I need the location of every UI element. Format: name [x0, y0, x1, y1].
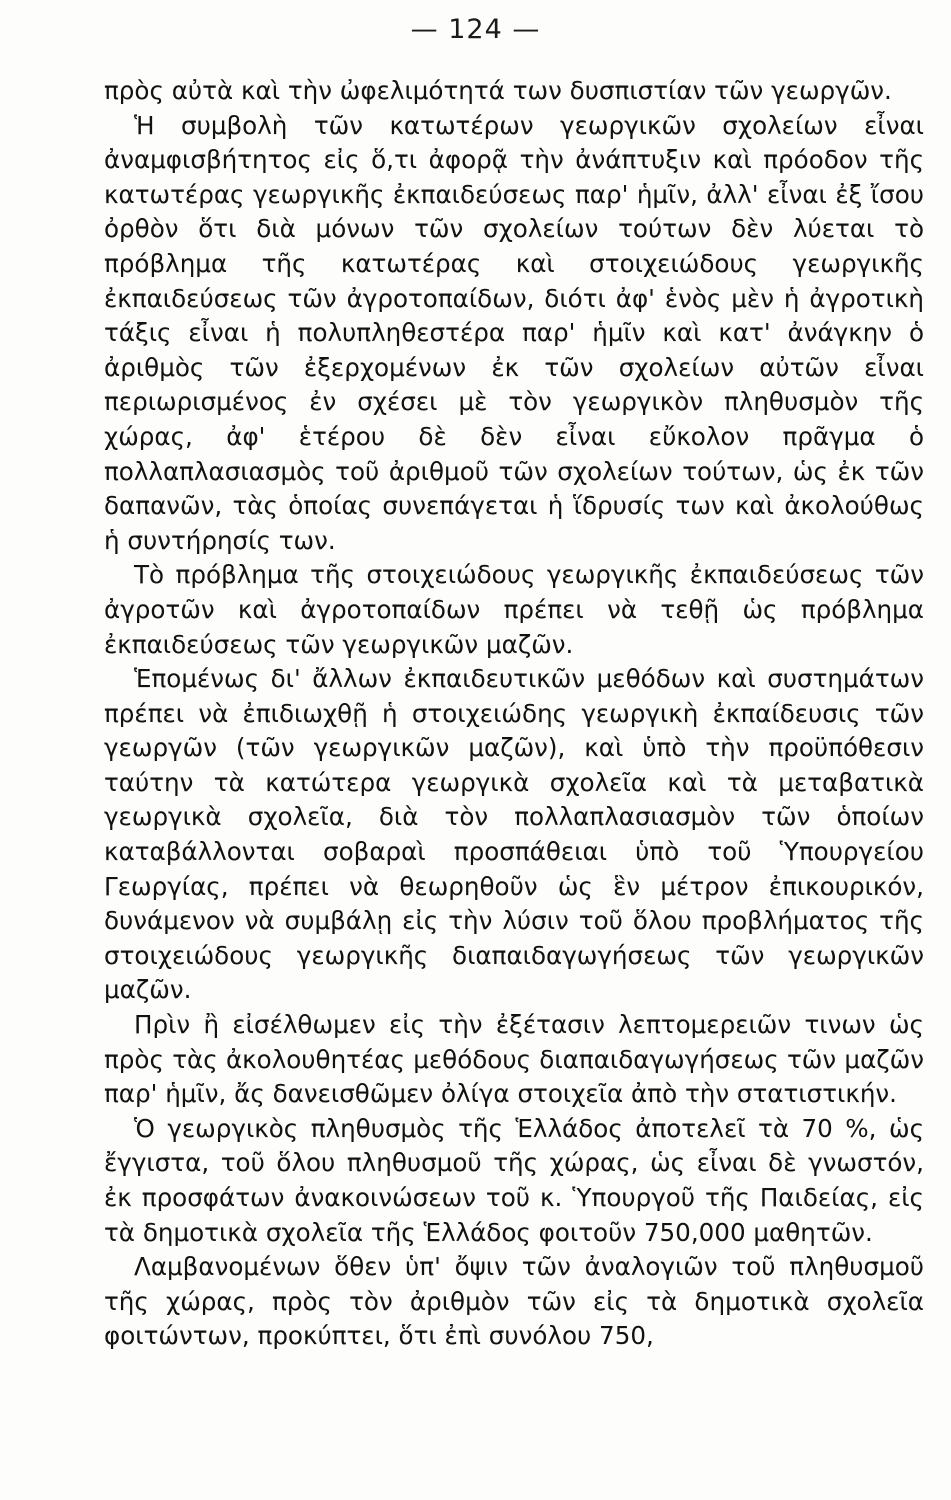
body-text — [104, 74, 924, 1354]
paragraph-5: Πρὶν ἢ εἰσέλθωμεν εἰς τὴν ἐξέτασιν λεπτομερειῶν τινων ὡς πρὸς τὰς ἀκολουθητέας μεθόδους διαπαιδαγωγήσεως τῶν μαζῶν παρ' ἡμῖν, ἄς δανεισθῶμεν ὀλίγα στοιχεῖα ἀπὸ τὴν στατιστικήν. — [104, 1010, 924, 1109]
paragraph-1: πρὸς αὐτὰ καὶ τὴν ὠφελιμότητά των δυσπιστίαν τῶν γεωργῶν. — [104, 76, 892, 105]
page-number: — 124 — — [410, 14, 541, 45]
paragraph-3: Τὸ πρόβλημα τῆς στοιχειώδους γεωργικῆς ἐκπαιδεύσεως τῶν ἀγροτῶν καὶ ἀγροτοπαίδων πρέπει νὰ τεθῇ ὡς πρόβλημα ἐκπαιδεύσεως τῶν γεωργικῶν μαζῶν. — [104, 560, 924, 659]
paragraph-6: Ὁ γεωργικὸς πληθυσμὸς τῆς Ἑλλάδος ἀποτελεῖ τὰ 70 %, ὡς ἔγγιστα, τοῦ ὅλου πληθυσμοῦ τῆς χώρας, ὡς εἶναι δὲ γνωστόν, ἐκ προσφάτων ἀνακοινώσεων τοῦ κ. Ὑπουργοῦ τῆς Παιδείας, εἰς τὰ δημοτικὰ σχολεῖα τῆς Ἑλλάδος φοιτοῦν 750,000 μαθητῶν. — [104, 1113, 924, 1247]
paragraph-4: Ἑπομένως δι' ἄλλων ἐκπαιδευτικῶν μεθόδων καὶ συστημάτων πρέπει νὰ ἐπιδιωχθῇ ἡ στοιχειώδης γεωργικὴ ἐκπαίδευσις τῶν γεωργῶν (τῶν γεωργικῶν μαζῶν), καὶ ὑπὸ τὴν προϋπόθεσιν ταύτην τὰ κατώτερα γεωργικὰ σχολεῖα καὶ τὰ μεταβατικὰ γεωργικὰ σχολεῖα, διὰ τὸν πολλαπλασιασμὸν τῶν ὁποίων καταβάλλονται σοβαραὶ προσπάθειαι ὑπὸ τοῦ Ὑπουργείου Γεωργίας, πρέπει νὰ θεωρηθοῦν ὡς ἓν μέτρον ἐπικουρικόν, δυνάμενον νὰ συμβάλῃ εἰς τὴν λύσιν τοῦ ὅλου προβλήματος τῆς στοιχειώδους γεωργικῆς διαπαιδαγωγήσεως τῶν γεωργικῶν μαζῶν. — [104, 664, 924, 1005]
paragraph-2: Ἡ συμβολὴ τῶν κατωτέρων γεωργικῶν σχολείων εἶναι ἀναμφισβήτητος εἰς ὅ,τι ἀφορᾷ τὴν ἀνάπτυξιν καὶ πρόοδον τῆς κατωτέρας γεωργικῆς ἐκπαιδεύσεως παρ' ἡμῖν, ἀλλ' εἶναι ἐξ ἴσου ὀρθὸν ὅτι διὰ μόνων τῶν σχολείων τούτων δὲν λύεται τὸ πρόβλημα τῆς κατωτέρας καὶ στοιχειώδους γεωργικῆς ἐκπαιδεύσεως τῶν ἀγροτοπαίδων, διότι ἀφ' ἑνὸς μὲν ἡ ἀγροτικὴ τάξις εἶναι ἡ πολυπληθεστέρα παρ' ἡμῖν καὶ κατ' ἀνάγκην ὁ ἀριθμὸς τῶν ἐξερχομένων ἐκ τῶν σχολείων αὐτῶν εἶναι περιωρισμένος ἐν σχέσει μὲ τὸν γεωργικὸν πληθυσμὸν τῆς χώρας, ἀφ' ἑτέρου δὲ δὲν εἶναι εὔκολον πρᾶγμα ὁ πολλαπλασιασμὸς τοῦ ἀριθμοῦ τῶν σχολείων τούτων, ὡς ἐκ τῶν δαπανῶν, τὰς ὁποίας συνεπάγεται ἡ ἵδρυσίς των καὶ ἀκολούθως ἡ συντήρησίς των. — [104, 110, 924, 555]
paragraph-7: Λαμβανομένων ὅθεν ὑπ' ὄψιν τῶν ἀναλογιῶν τοῦ πληθυσμοῦ τῆς χώρας, πρὸς τὸν ἀριθμὸν τῶν εἰς τὰ δημοτικὰ σχολεῖα φοιτώντων, προκύπτει, ὅτι ἐπὶ συνόλου 750, — [104, 1252, 924, 1351]
